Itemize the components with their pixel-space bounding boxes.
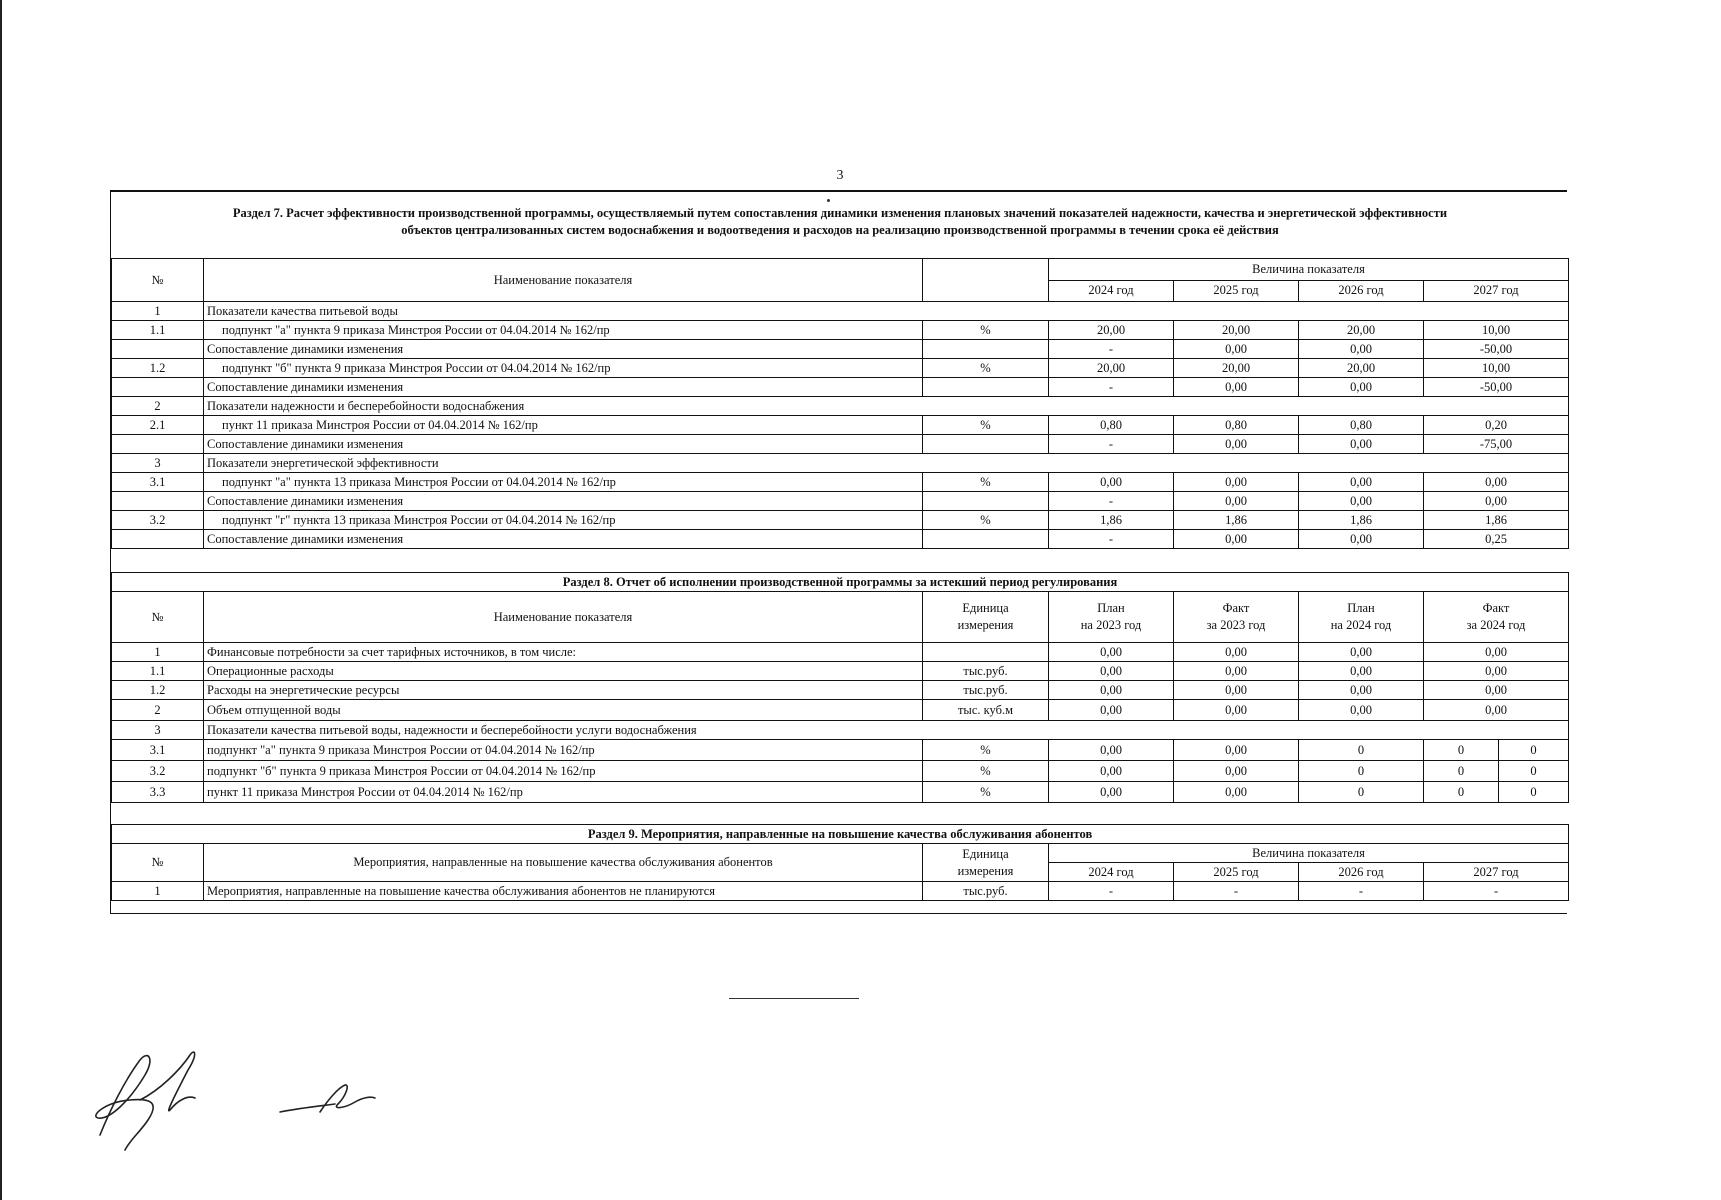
row-num: 1.1 xyxy=(112,662,204,681)
table-row xyxy=(112,740,1569,761)
row-value: 0,00 xyxy=(1299,681,1424,700)
s7-header-value-group: Величина показателя xyxy=(1049,259,1569,281)
row-value: 20,00 xyxy=(1299,359,1424,378)
row-num: 1 xyxy=(112,882,204,901)
signature-2 xyxy=(280,1085,375,1112)
table-row xyxy=(112,359,1569,378)
row-value: 10,00 xyxy=(1424,321,1569,340)
s9-header-unit-l1: Единица xyxy=(962,846,1009,861)
row-value: 0 xyxy=(1499,761,1569,782)
row-unit xyxy=(923,492,1049,511)
row-value: 0,00 xyxy=(1424,473,1569,492)
row-value: 0,00 xyxy=(1424,700,1569,721)
row-value: 1,86 xyxy=(1299,511,1424,530)
row-value: 0,00 xyxy=(1049,740,1174,761)
row-value: - xyxy=(1049,530,1174,549)
s8-header-unit-l1: Единица xyxy=(962,601,1009,615)
section7-title-line2: объектов централизованных систем водоснабжения и водоотведения и расходов на реализацию производственной программы в течении срока её действия xyxy=(401,223,1279,237)
row-unit: % xyxy=(923,359,1049,378)
row-value: 0 xyxy=(1299,740,1424,761)
row-unit xyxy=(923,530,1049,549)
row-value: 0,00 xyxy=(1299,700,1424,721)
row-value: 0,00 xyxy=(1049,782,1174,803)
row-value: - xyxy=(1049,435,1174,454)
table-row xyxy=(112,435,1569,454)
row-value: 20,00 xyxy=(1049,359,1174,378)
table-row xyxy=(112,643,1569,662)
row-value: 0,00 xyxy=(1299,435,1424,454)
table-row xyxy=(112,700,1569,721)
row-value: -50,00 xyxy=(1424,378,1569,397)
s7-header-year: 2026 год xyxy=(1299,280,1424,302)
row-num xyxy=(112,378,204,397)
s8-header-unit-l2: измерения xyxy=(957,618,1014,632)
s8-header-col-l1: Факт xyxy=(1222,601,1250,615)
row-name: Мероприятия, направленные на повышение качества обслуживания абонентов не планируются xyxy=(204,882,923,901)
row-value: 0,00 xyxy=(1299,492,1424,511)
s7-header-year: 2025 год xyxy=(1174,280,1299,302)
row-num xyxy=(112,530,204,549)
table-row xyxy=(112,340,1569,359)
row-value: 0,80 xyxy=(1174,416,1299,435)
row-num: 3.2 xyxy=(112,761,204,782)
row-num xyxy=(112,435,204,454)
row-value: 0,00 xyxy=(1424,492,1569,511)
row-value: - xyxy=(1299,882,1424,901)
row-name: Сопоставление динамики изменения xyxy=(204,435,923,454)
row-unit: тыс.руб. xyxy=(923,681,1049,700)
row-value: - xyxy=(1049,492,1174,511)
table-row xyxy=(112,882,1569,901)
row-unit: % xyxy=(923,782,1049,803)
row-value: 0,25 xyxy=(1424,530,1569,549)
end-separator-line xyxy=(729,998,859,999)
table-row xyxy=(112,492,1569,511)
s9-header-year: 2026 год xyxy=(1299,863,1424,882)
row-value: 1,86 xyxy=(1424,511,1569,530)
row-name: подпункт "а" пункта 9 приказа Минстроя России от 04.04.2014 № 162/пр xyxy=(204,321,923,340)
table-row xyxy=(112,416,1569,435)
row-name: подпункт "б" пункта 9 приказа Минстроя России от 04.04.2014 № 162/пр xyxy=(204,761,923,782)
s8-header-col xyxy=(1299,592,1424,643)
row-name: Показатели качества питьевой воды xyxy=(204,302,1569,321)
row-unit: % xyxy=(923,740,1049,761)
row-num: 1 xyxy=(112,643,204,662)
s7-header-name: Наименование показателя xyxy=(204,259,923,302)
row-value: 0,00 xyxy=(1174,700,1299,721)
row-num: 1.2 xyxy=(112,359,204,378)
row-value: - xyxy=(1049,378,1174,397)
row-unit xyxy=(923,435,1049,454)
row-value: 0 xyxy=(1299,782,1424,803)
row-num: 2 xyxy=(112,397,204,416)
row-value: 0,00 xyxy=(1299,378,1424,397)
row-value: 0,00 xyxy=(1049,681,1174,700)
table-row xyxy=(112,782,1569,803)
row-name: Операционные расходы xyxy=(204,662,923,681)
s7-header-num: № xyxy=(112,259,204,302)
row-num: 3.1 xyxy=(112,740,204,761)
row-value: - xyxy=(1049,340,1174,359)
s8-header-col xyxy=(1424,592,1569,643)
row-value: 0,00 xyxy=(1174,740,1299,761)
table-row xyxy=(112,473,1569,492)
s8-header-col-l1: План xyxy=(1097,601,1125,615)
s8-header-col xyxy=(1174,592,1299,643)
page-number: 3 xyxy=(836,168,844,183)
s9-header-num: № xyxy=(112,844,204,882)
row-unit: % xyxy=(923,473,1049,492)
row-name: подпункт "а" пункта 9 приказа Минстроя России от 04.04.2014 № 162/пр xyxy=(204,740,923,761)
row-value: 0,00 xyxy=(1049,473,1174,492)
row-value: 0,00 xyxy=(1424,643,1569,662)
row-value: 0,00 xyxy=(1174,681,1299,700)
s7-header-year: 2024 год xyxy=(1049,280,1174,302)
s8-header-num: № xyxy=(112,592,204,643)
row-unit xyxy=(923,340,1049,359)
row-name: Сопоставление динамики изменения xyxy=(204,492,923,511)
row-value: 0,00 xyxy=(1174,378,1299,397)
s8-header-col-l2: на 2023 год xyxy=(1080,618,1142,632)
row-value: 0,80 xyxy=(1049,416,1174,435)
row-value: 0,00 xyxy=(1174,340,1299,359)
s9-header-name: Мероприятия, направленные на повышение качества обслуживания абонентов xyxy=(204,844,923,882)
row-unit: тыс. куб.м xyxy=(923,700,1049,721)
row-value: 0,00 xyxy=(1174,761,1299,782)
row-value: 0,00 xyxy=(1049,662,1174,681)
row-value: 0,00 xyxy=(1174,662,1299,681)
row-value: 0,00 xyxy=(1174,643,1299,662)
section9-title: Раздел 9. Мероприятия, направленные на повышение качества обслуживания абонентов xyxy=(112,825,1569,844)
table-row xyxy=(112,681,1569,700)
row-num xyxy=(112,492,204,511)
row-value: 0,00 xyxy=(1299,340,1424,359)
row-value: -75,00 xyxy=(1424,435,1569,454)
s8-header-name: Наименование показателя xyxy=(204,592,923,643)
row-value: 0,00 xyxy=(1174,782,1299,803)
s9-header-unit-l2: измерения xyxy=(957,863,1014,878)
handwritten-signatures xyxy=(70,1040,390,1160)
table-row xyxy=(112,397,1569,416)
row-num xyxy=(112,340,204,359)
row-value: 0,00 xyxy=(1299,530,1424,549)
row-name: Показатели надежности и бесперебойности водоснабжения xyxy=(204,397,1569,416)
s8-header-col xyxy=(1049,592,1174,643)
row-value: 20,00 xyxy=(1299,321,1424,340)
row-value: 0,00 xyxy=(1174,492,1299,511)
row-name: Показатели энергетической эффективности xyxy=(204,454,1569,473)
row-num: 3.3 xyxy=(112,782,204,803)
row-value: - xyxy=(1049,882,1174,901)
row-value: 0 xyxy=(1499,782,1569,803)
row-value: 0,00 xyxy=(1299,643,1424,662)
s9-header-value-group: Величина показателя xyxy=(1049,844,1569,863)
s7-header-year: 2027 год xyxy=(1424,280,1569,302)
page-left-edge xyxy=(0,0,2,1200)
table-row xyxy=(112,302,1569,321)
row-name: Финансовые потребности за счет тарифных источников, в том числе: xyxy=(204,643,923,662)
row-num: 3 xyxy=(112,721,204,740)
table-row xyxy=(112,321,1569,340)
row-value: -50,00 xyxy=(1424,340,1569,359)
row-value: 0,00 xyxy=(1174,530,1299,549)
section7-title-line1: Раздел 7. Расчет эффективности производственной программы, осуществляемый путем сопоставления динамики изменения плановых значений показателей надежности, качества и энергетической эффективности xyxy=(232,206,1448,220)
row-unit: тыс.руб. xyxy=(923,882,1049,901)
row-value: 10,00 xyxy=(1424,359,1569,378)
s7-header-unit xyxy=(923,259,1049,302)
row-unit xyxy=(923,643,1049,662)
row-name: Расходы на энергетические ресурсы xyxy=(204,681,923,700)
table-row xyxy=(112,378,1569,397)
row-value: 1,86 xyxy=(1049,511,1174,530)
section7-title xyxy=(120,205,1560,239)
s8-header-col-l2: на 2024 год xyxy=(1330,618,1392,632)
row-num: 1.1 xyxy=(112,321,204,340)
row-value: 0,00 xyxy=(1049,761,1174,782)
s9-header-year: 2025 год xyxy=(1174,863,1299,882)
row-name: Сопоставление динамики изменения xyxy=(204,378,923,397)
table-row xyxy=(112,530,1569,549)
table-row xyxy=(112,721,1569,740)
section9-table xyxy=(111,824,1569,901)
row-name: Сопоставление динамики изменения xyxy=(204,530,923,549)
s8-header-col-l2: за 2023 год xyxy=(1206,618,1266,632)
row-value: 0,00 xyxy=(1424,662,1569,681)
s8-header-col-l2: за 2024 год xyxy=(1466,618,1526,632)
row-value: 0,80 xyxy=(1299,416,1424,435)
row-value: 0,00 xyxy=(1174,473,1299,492)
s9-header-year: 2024 год xyxy=(1049,863,1174,882)
row-num: 2 xyxy=(112,700,204,721)
row-value: - xyxy=(1174,882,1299,901)
row-name: подпункт "г" пункта 13 приказа Минстроя России от 04.04.2014 № 162/пр xyxy=(204,511,923,530)
row-name: Показатели качества питьевой воды, надежности и бесперебойности услуги водоснабжения xyxy=(204,721,1569,740)
row-value: 0,00 xyxy=(1049,643,1174,662)
row-value: 0 xyxy=(1299,761,1424,782)
row-value: 0 xyxy=(1424,782,1499,803)
table-row xyxy=(112,662,1569,681)
row-value: 0 xyxy=(1424,761,1499,782)
row-name: Объем отпущенной воды xyxy=(204,700,923,721)
s8-header-col-l1: Факт xyxy=(1482,601,1510,615)
row-value: 0,00 xyxy=(1299,473,1424,492)
table-row xyxy=(112,761,1569,782)
row-num: 2.1 xyxy=(112,416,204,435)
row-value: - xyxy=(1424,882,1569,901)
s8-header-unit xyxy=(923,592,1049,643)
row-name: пункт 11 приказа Минстроя России от 04.04.2014 № 162/пр xyxy=(204,782,923,803)
row-unit: тыс.руб. xyxy=(923,662,1049,681)
row-unit xyxy=(923,378,1049,397)
row-name: Сопоставление динамики изменения xyxy=(204,340,923,359)
row-value: 20,00 xyxy=(1174,321,1299,340)
s9-header-unit xyxy=(923,844,1049,882)
section8-title: Раздел 8. Отчет об исполнении производственной программы за истекший период регулирования xyxy=(112,573,1569,592)
row-value: 0 xyxy=(1499,740,1569,761)
table-row xyxy=(112,511,1569,530)
row-name: пункт 11 приказа Минстроя России от 04.04.2014 № 162/пр xyxy=(204,416,923,435)
row-value: 0,00 xyxy=(1049,700,1174,721)
section8-table xyxy=(111,572,1569,803)
s9-header-year: 2027 год xyxy=(1424,863,1569,882)
row-value: 0 xyxy=(1424,740,1499,761)
row-num: 1.2 xyxy=(112,681,204,700)
signature-1 xyxy=(96,1052,195,1150)
row-value: 20,00 xyxy=(1049,321,1174,340)
row-value: 0,20 xyxy=(1424,416,1569,435)
row-value: 20,00 xyxy=(1174,359,1299,378)
row-num: 3.2 xyxy=(112,511,204,530)
row-unit: % xyxy=(923,511,1049,530)
row-unit: % xyxy=(923,416,1049,435)
row-name: подпункт "а" пункта 13 приказа Минстроя России от 04.04.2014 № 162/пр xyxy=(204,473,923,492)
row-value: 0,00 xyxy=(1299,662,1424,681)
row-unit: % xyxy=(923,321,1049,340)
row-num: 3.1 xyxy=(112,473,204,492)
s8-header-col-l1: План xyxy=(1347,601,1375,615)
row-name: подпункт "б" пункта 9 приказа Минстроя России от 04.04.2014 № 162/пр xyxy=(204,359,923,378)
row-value: 0,00 xyxy=(1174,435,1299,454)
row-num: 3 xyxy=(112,454,204,473)
row-num: 1 xyxy=(112,302,204,321)
row-value: 1,86 xyxy=(1174,511,1299,530)
row-value: 0,00 xyxy=(1424,681,1569,700)
table-row xyxy=(112,454,1569,473)
section7-table xyxy=(111,258,1569,549)
row-unit: % xyxy=(923,761,1049,782)
